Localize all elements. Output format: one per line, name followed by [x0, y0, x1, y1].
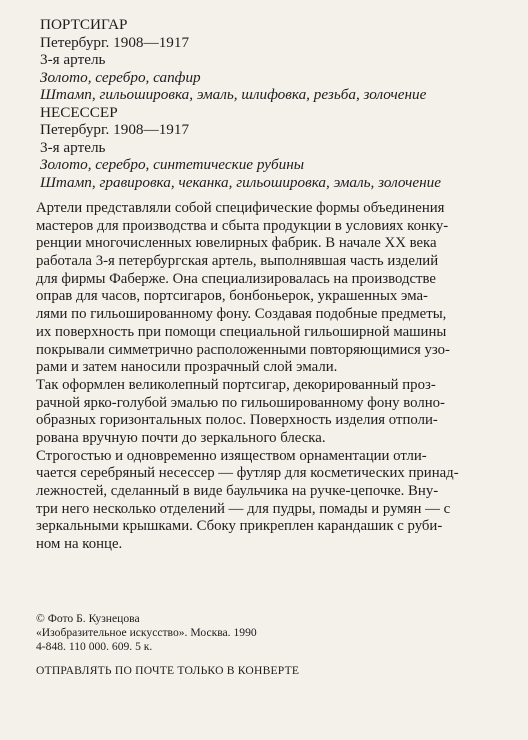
- item-techniques: Штамп, гильошировка, эмаль, шлифовка, резьба, золочение: [40, 86, 427, 103]
- text-line: Так оформлен великолепный портсигар, декорированный проз-: [36, 376, 436, 393]
- item-techniques: Штамп, гравировка, чеканка, гильошировка, эмаль, золочение: [40, 173, 441, 191]
- text-line: покрывали симметрично расположенными повторяющимися узо-: [36, 341, 450, 358]
- item-maker: 3-я артель: [40, 138, 106, 156]
- mailing-notice: ОТПРАВЛЯТЬ ПО ПОЧТЕ ТОЛЬКО В КОНВЕРТЕ: [36, 664, 300, 677]
- item-materials: Золото, серебро, синтетические рубины: [40, 156, 305, 173]
- text-line: рами и затем наносили прозрачный слой эмали.: [36, 359, 338, 376]
- publisher-line: «Изобразительное искусство». Москва. 1990: [36, 626, 257, 640]
- text-line: мастеров для производства и сбыта продукции в условиях конку-: [36, 217, 449, 234]
- text-line: образных горизонтальных полос. Поверхность изделия отполи-: [36, 412, 438, 429]
- imprint: [36, 612, 506, 655]
- item-place-date: Петербург. 1908—1917: [40, 121, 190, 138]
- text-line: рована вручную почти до зеркального блеска.: [36, 429, 326, 446]
- item-title: ПОРТСИГАР: [40, 16, 128, 33]
- item-caption-necessaire: [40, 104, 510, 192]
- item-place-date: Петербург. 1908—1917: [40, 33, 190, 51]
- text-line: рачной ярко-голубой эмалью по гильошированному фону волно-: [36, 394, 445, 411]
- text-line: лями по гильошированному фону. Создавая подобные предметы,: [36, 306, 447, 323]
- text-line: три него несколько отделений — для пудры, помады и румян — с: [36, 500, 451, 517]
- print-code: 4-848. 110 000. 609. 5 к.: [36, 640, 153, 654]
- text-line: работала 3-я петербургская артель, выполнявшая часть изделий: [36, 253, 439, 270]
- description-text: [36, 200, 508, 554]
- text-line: лежностей, сделанный в виде баульчика на ручке-цепочке. Вну-: [36, 483, 439, 499]
- text-line: ренции многочисленных ювелирных фабрик. В начале XX века: [36, 235, 437, 252]
- item-materials: Золото, серебро, сапфир: [40, 68, 201, 86]
- text-line: чается серебряный несессер — футляр для косметических принад-: [36, 465, 459, 482]
- text-line: оправ для часов, портсигаров, бонбоньерок, украшенных эма-: [36, 288, 428, 305]
- item-title: НЕСЕССЕР: [40, 103, 118, 121]
- photo-credit: © Фото Б. Кузнецова: [36, 612, 140, 625]
- item-maker: 3-я артель: [40, 51, 106, 68]
- text-line: Строгостью и одновременно изяществом орнаментации отли-: [36, 447, 427, 464]
- text-line: их поверхность при помощи специальной гильоширной машины: [36, 323, 447, 340]
- text-line: ном на конце.: [36, 536, 123, 553]
- item-caption-cigarette-case: [40, 16, 510, 104]
- text-line: зеркальными крышками. Сбоку прикреплен карандашик с руби-: [36, 518, 443, 535]
- text-line: Артели представляли собой специфические формы объединения: [36, 200, 445, 216]
- item-captions: [40, 16, 510, 191]
- text-line: для фирмы Фаберже. Она специализировалась на производстве: [36, 270, 436, 287]
